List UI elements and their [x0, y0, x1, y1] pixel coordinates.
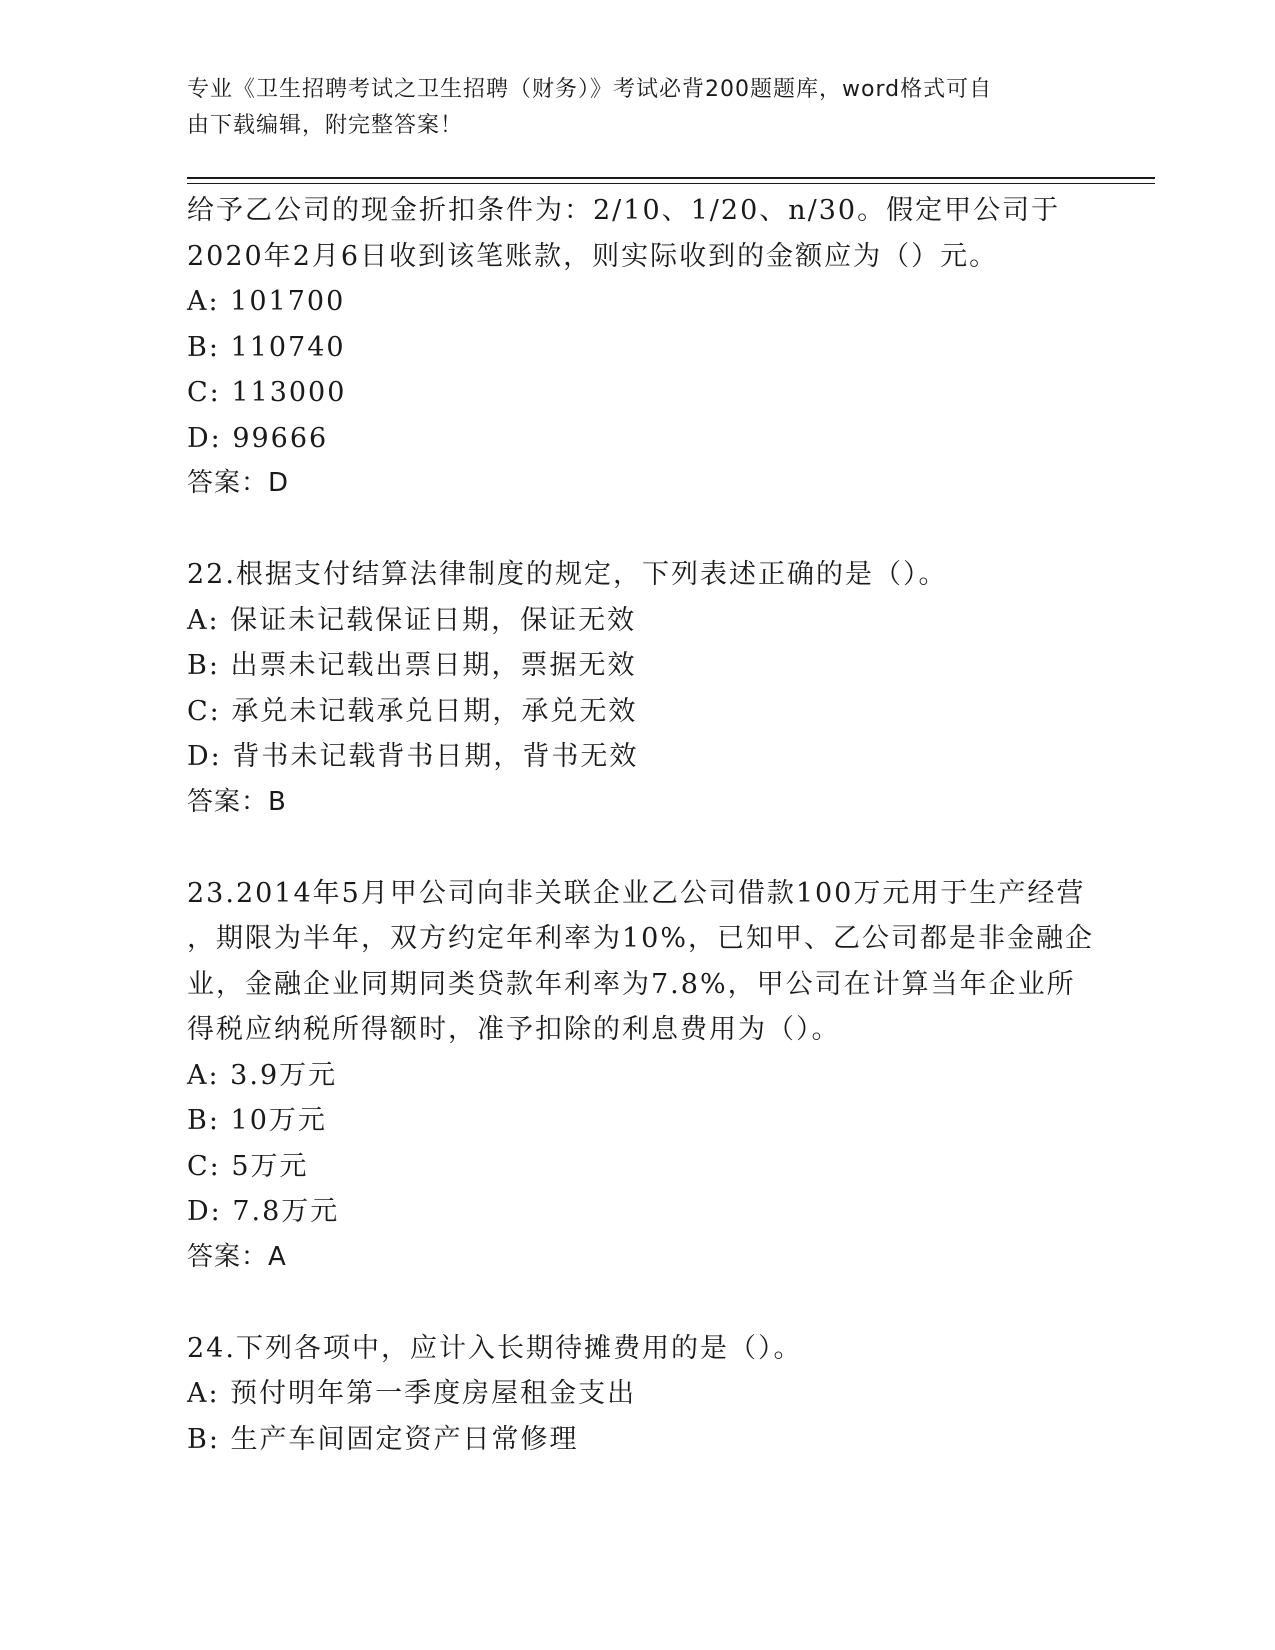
option-c: C: 承兑未记载承兑日期，承兑无效 [187, 695, 638, 727]
header-divider-thin [187, 183, 1155, 184]
option-b: B: 110740 [187, 331, 346, 363]
option-a: A: 保证未记载保证日期，保证无效 [187, 604, 637, 636]
answer-label: 答案：A [187, 1241, 287, 1272]
question-stem-line: 业，金融企业同期同类贷款年利率为7.8%，甲公司在计算当年企业所 [187, 968, 1076, 1000]
option-a: A: 101700 [187, 286, 346, 317]
question-21 [187, 188, 1087, 507]
question-23 [187, 871, 1095, 1281]
question-22 [187, 552, 1087, 825]
question-stem-line: ，期限为半年，双方约定年利率为10%，已知甲、乙公司都是非金融企 [187, 923, 1095, 954]
question-spacer [187, 1280, 1087, 1326]
option-a: A: 3.9万元 [187, 1059, 338, 1091]
option-a: A: 预付明年第一季度房屋租金支出 [187, 1378, 637, 1409]
question-stem-line: 给予乙公司的现金折扣条件为：2/10、1/20、n/30。假定甲公司于 [187, 195, 1061, 226]
option-b: B: 出票未记载出票日期，票据无效 [187, 650, 637, 681]
header-title-line-2: 由下载编辑，附完整答案！ [187, 113, 464, 138]
question-24 [187, 1326, 1087, 1463]
question-stem-line: 2020年2月6日收到该笔账款，则实际收到的金额应为（）元。 [187, 240, 999, 272]
question-stem-line: 得税应纳税所得额时，准予扣除的利息费用为（）。 [187, 1014, 841, 1045]
question-spacer [187, 507, 1087, 553]
answer-label: 答案：B [187, 786, 287, 817]
question-stem-line: 24.下列各项中，应计入长期待摊费用的是（）。 [187, 1332, 803, 1364]
option-d: D: 背书未记载背书日期，背书无效 [187, 741, 639, 772]
option-b: B: 生产车间固定资产日常修理 [187, 1423, 579, 1455]
document-header [187, 72, 1087, 144]
answer-label: 答案：D [187, 468, 290, 498]
option-c: C: 113000 [187, 377, 347, 408]
option-c: C: 5万元 [187, 1150, 309, 1182]
header-title-line-1: 专业《卫生招聘考试之卫生招聘（财务）》考试必背200题题库，word格式可自 [187, 77, 993, 102]
question-list [187, 188, 1095, 1462]
question-stem-line: 23.2014年5月甲公司向非关联企业乙公司借款100万元用于生产经营 [187, 877, 1086, 909]
question-spacer [187, 825, 1087, 871]
option-d: D: 99666 [187, 422, 329, 454]
header-divider-thick [187, 177, 1155, 179]
question-stem-line: 22.根据支付结算法律制度的规定，下列表述正确的是（）。 [187, 559, 948, 590]
option-d: D: 7.8万元 [187, 1196, 340, 1227]
option-b: B: 10万元 [187, 1105, 327, 1136]
